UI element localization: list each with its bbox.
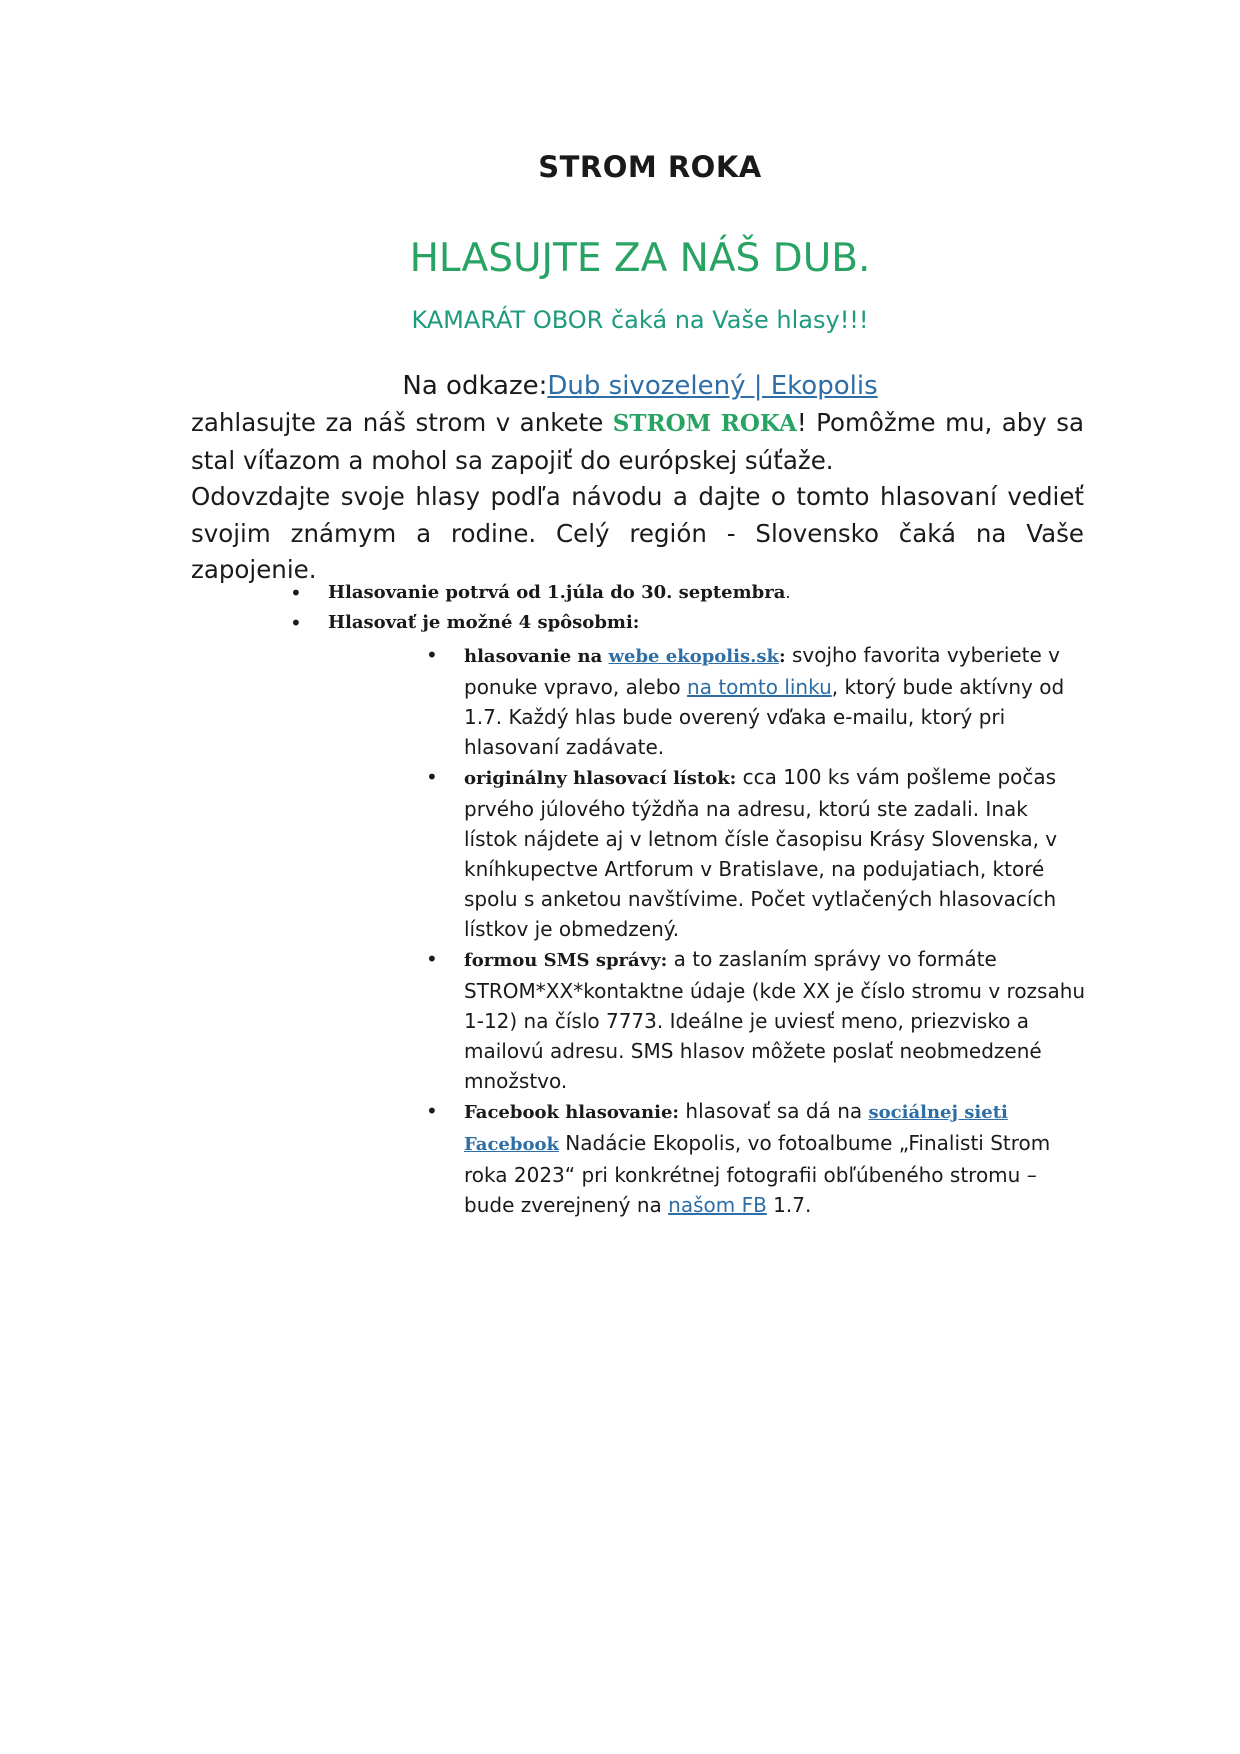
document-title: STROM ROKA xyxy=(538,150,762,184)
method-facebook-text-3: 1.7. xyxy=(766,1193,812,1217)
ways-text: Hlasovať je možné 4 spôsobmi: xyxy=(328,612,640,633)
voting-link[interactable]: na tomto linku xyxy=(687,675,832,699)
subheadline: KAMARÁT OBOR čaká na Vaše hlasy!!! xyxy=(411,306,869,334)
method-web xyxy=(426,640,1086,762)
link-line xyxy=(0,371,1240,401)
method-web-text-1: svojho favorita vyberiete v ponuke vpravo, alebo xyxy=(464,643,1061,699)
method-ballot-label: originálny hlasovací lístok: xyxy=(464,768,737,789)
ekopolis-oak-link[interactable]: Dub sivozelený | Ekopolis xyxy=(547,371,878,401)
method-sms-text: a to zaslaním správy vo formáte STROM*XX*kontaktne údaje (kde XX je číslo stromu v rozsahu 1-12) na číslo 7773. Ideálne je uviesť meno, priezvisko a mailovú adresu. SMS hlasov môžete poslať neobmedzené množstvo. xyxy=(464,947,1086,1093)
method-web-text-2: , ktorý bude aktívny od 1.7. Každý hlas bude overený vďaka e-mailu, ktorý pri hlasovaní zadávate. xyxy=(464,675,1065,759)
list-item xyxy=(290,578,1090,608)
intro-text-1: zahlasujte za náš strom v ankete xyxy=(191,408,613,437)
headline: HLASUJTE ZA NÁŠ DUB. xyxy=(409,236,871,281)
intro-paragraph xyxy=(191,405,1084,589)
method-facebook-label: Facebook hlasovanie: xyxy=(464,1102,680,1123)
method-sms-label: formou SMS správy: xyxy=(464,950,668,971)
method-facebook-text-1: hlasovať sa dá na xyxy=(679,1099,869,1123)
duration-text: Hlasovanie potrvá od 1.júla do 30. septembra xyxy=(328,582,786,603)
link-prefix: Na odkaze: xyxy=(402,371,548,401)
method-ballot-text: cca 100 ks vám pošleme počas prvého júlového týždňa na adresu, ktorú ste zadali. Inak lístok nájdete aj v letnom čísle časopisu Krásy Slovenska, v kníhkupectve Artforum v Bratislave, na podujatiach, ktoré spolu s anketou navštívime. Počet vytlačených hlasovacích lístkov je obmedzený. xyxy=(464,765,1058,941)
method-facebook xyxy=(426,1096,1086,1220)
intro-text-3: Odovzdajte svoje hlasy podľa návodu a dajte o tomto hlasovaní vedieť svojim známym a rodine. Celý región - Slovensko čaká na Vaše zapojenie. xyxy=(191,482,1084,584)
intro-text-2: ! Pomôžme mu, aby sa stal víťazom a mohol sa zapojiť do európskej súťaže. xyxy=(191,408,1084,475)
voting-methods-list xyxy=(426,640,1086,1220)
method-facebook-text-2: Nadácie Ekopolis, vo fotoalbume „Finalisti Strom roka 2023“ pri konkrétnej fotografii obľúbeného stromu – bude zverejnený na xyxy=(464,1131,1051,1217)
facebook-link[interactable]: sociálnej sieti Facebook xyxy=(464,1102,1008,1155)
method-web-colon: : xyxy=(778,646,786,667)
method-ballot xyxy=(426,762,1086,944)
our-fb-link[interactable]: našom FB xyxy=(668,1193,767,1217)
duration-end: . xyxy=(785,583,791,602)
method-web-label: hlasovanie na xyxy=(464,646,609,667)
method-sms xyxy=(426,944,1086,1096)
ekopolis-web-link[interactable]: webe ekopolis.sk xyxy=(608,646,779,667)
strom-roka-inline: STROM ROKA xyxy=(612,410,797,437)
list-item xyxy=(290,608,1090,638)
main-bullet-list xyxy=(290,578,1090,638)
